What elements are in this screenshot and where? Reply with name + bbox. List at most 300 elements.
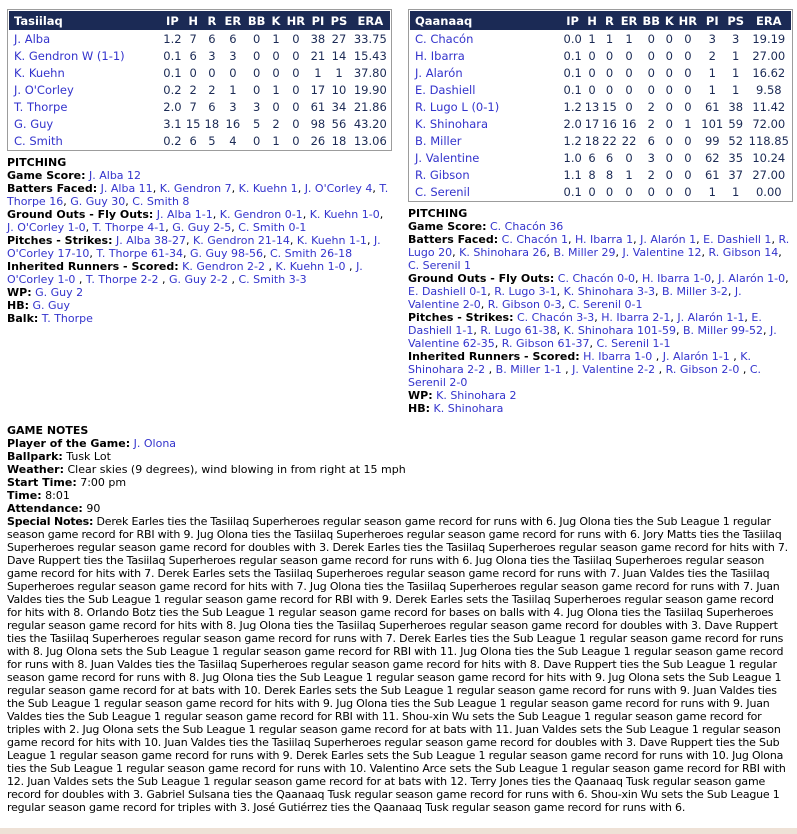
- pitcher-name-cell: [9, 64, 161, 81]
- stat-cell: 1.2: [563, 99, 582, 114]
- stat-cell: 38: [728, 99, 744, 114]
- pitching-stat-link[interactable]: J. Alarón 1-0: [718, 272, 786, 285]
- stat-cell: 0.2: [163, 82, 182, 97]
- stat-cell: 27.00: [752, 48, 786, 63]
- pitching-stat-link[interactable]: C. Smith 0-1: [238, 221, 307, 234]
- pitcher-row: [410, 149, 791, 166]
- stat-cell: 0: [292, 65, 300, 80]
- stat-cell: 0: [684, 133, 692, 148]
- stat-cell: 19.90: [353, 82, 387, 97]
- stat-cell: 37.80: [353, 65, 387, 80]
- pitching-stat-link[interactable]: J. Valentine 12: [622, 246, 702, 259]
- stat-column-header: ERA: [747, 11, 791, 30]
- pitching-line-label: HB:: [408, 402, 430, 415]
- pitching-stat-link[interactable]: B. Miller 99-52: [683, 324, 763, 337]
- pitcher-row: [410, 81, 791, 98]
- pitching-table: [7, 9, 392, 151]
- pitching-stat-link[interactable]: C. Serenil 1-1: [596, 337, 671, 350]
- pitching-stat-link[interactable]: B. Miller 29: [553, 246, 616, 259]
- pitcher-name-cell: [9, 98, 161, 115]
- pitching-stat-link[interactable]: K. Shinohara 2-2: [408, 350, 751, 376]
- stat-cell: 2: [647, 167, 655, 182]
- pitching-stat-link[interactable]: C. Chacón 36: [490, 220, 564, 233]
- pitcher-link[interactable]: C. Smith: [14, 133, 63, 148]
- stat-cell: 6: [208, 31, 216, 46]
- stat-cell: 2: [708, 48, 716, 63]
- stat-cell: 0.1: [563, 184, 582, 199]
- stat-cell: 0: [625, 150, 633, 165]
- game-note-label: Attendance:: [7, 502, 83, 515]
- stat-cell: 22: [602, 133, 617, 148]
- pitcher-link[interactable]: T. Thorpe: [14, 99, 68, 114]
- table-header-row: [9, 11, 390, 30]
- pitching-stat-link[interactable]: K. Kuehn 1-0: [309, 208, 380, 221]
- pitching-stat-link[interactable]: J. O'Corley 1-0: [7, 260, 363, 286]
- pitching-stat-link[interactable]: R. Gibson 14: [708, 246, 779, 259]
- stat-cell: 0: [684, 82, 692, 97]
- stat-cell: 26: [310, 133, 326, 148]
- pitching-stat-link[interactable]: R. Gibson 61-37: [501, 337, 590, 350]
- team-name-header: Tasiilaq: [9, 11, 161, 30]
- stat-cell: 0.1: [563, 65, 582, 80]
- pitching-stat-link[interactable]: J. O'Corley 17-10: [7, 234, 381, 260]
- pitcher-name-cell: [9, 115, 161, 132]
- stat-cell: 56: [331, 116, 347, 131]
- stat-column-header: PI: [309, 11, 328, 30]
- game-notes-title: GAME NOTES: [7, 424, 89, 437]
- stat-cell: 0: [252, 82, 261, 97]
- pitching-stat-link[interactable]: J. Valentine 62-35: [408, 324, 777, 350]
- stat-cell: 0: [684, 167, 692, 182]
- stat-cell: 62: [704, 150, 720, 165]
- stat-cell: 0: [647, 65, 655, 80]
- stat-cell: 7: [189, 31, 197, 46]
- stat-cell: 16.62: [752, 65, 786, 80]
- pitcher-link[interactable]: K. Gendron W (1-1): [14, 48, 125, 63]
- stat-cell: 0: [272, 48, 280, 63]
- pitching-stat-link[interactable]: J. O'Corley 1-0: [7, 221, 86, 234]
- pitcher-name-cell: [410, 30, 562, 47]
- pitching-stat-link[interactable]: K. Shinohara 3-3: [563, 285, 655, 298]
- stat-cell: 0: [292, 99, 300, 114]
- pitching-line: Pitches - Strikes: J. Alba 38-27, K. Gendron 21-14, K. Kuehn 1-1, J. O'Corley 17-10, T. Thorpe 61-34, G. Guy 98-56, C. Smith 26-18: [7, 234, 381, 260]
- stat-cell: 0: [229, 65, 237, 80]
- stat-cell: 33.75: [353, 31, 387, 46]
- stat-cell: 0: [189, 65, 197, 80]
- pitcher-row: [410, 115, 791, 132]
- pitching-line-label: Ground Outs - Fly Outs:: [408, 272, 555, 285]
- pitcher-row: [410, 98, 791, 115]
- pitching-stat-link[interactable]: J. Valentine 2-2: [572, 363, 656, 376]
- pitching-stat-link[interactable]: G. Guy: [32, 299, 71, 312]
- pitcher-name-cell: [9, 30, 161, 47]
- stat-cell: 0: [208, 65, 216, 80]
- game-note-label: Weather:: [7, 463, 64, 476]
- stat-cell: 10: [331, 82, 347, 97]
- stat-cell: 19.19: [752, 31, 786, 46]
- stat-cell: 3: [732, 31, 740, 46]
- stat-cell: 59: [728, 116, 744, 131]
- stat-cell: 6: [229, 31, 237, 46]
- stat-cell: 0: [684, 150, 692, 165]
- stat-cell: 2: [647, 116, 655, 131]
- stat-cell: 0: [588, 184, 596, 199]
- stat-cell: 1: [625, 31, 633, 46]
- pitching-stat-link[interactable]: K. Shinohara 26: [459, 246, 547, 259]
- pitching-stat-link[interactable]: K. Kuehn 1: [238, 182, 298, 195]
- stat-cell: 0: [292, 133, 300, 148]
- pitching-stats-table: [410, 11, 791, 200]
- pitching-stat-link[interactable]: C. Chacón 1: [501, 233, 568, 246]
- pitching-line-label: Ground Outs - Fly Outs:: [7, 208, 154, 221]
- pitcher-row: [9, 98, 390, 115]
- stat-cell: 11.42: [752, 99, 786, 114]
- special-notes: Special Notes: Derek Earles ties the Tasiilaq Superheroes regular season game record for runs with 6. Jug Olona ties the Sub League 1 regular season game record for RBI with 9. Jug Olona ties the Tasiilaq Superheroes regular season game record for runs with 6. Jory Matts ties the Tasiilaq Superheroes regular season game record for doubles with 3. Derek Earles ties the Tasiilaq Superheroes regular season game record for hits with 7. Dave Ruppert ties the Tasiilaq Superheroes regular season game record for runs with 6. Jug Olona ties the Tasiilaq Superheroes regular season game record for hits with 7. Derek Earles sets the Tasiilaq Superheroes regular season game record for runs with 7. Juan Valdes ties the Tasiilaq Superheroes regular season game record for hits with 7. Jug Olona ties the Tasiilaq Superheroes regular season game record for runs with 7. Juan Valdes ties the Sub League 1 regular season game record for RBI with 9. Derek Earles sets the Tasiilaq Superheroes regular season game record for hits with 8. Orlando Botz ties the Sub League 1 regular season game record for bases on balls with 4. Jug Olona ties the Tasiilaq Superheroes regular season game record for hits with 8. Jug Olona ties the Tasiilaq Superheroes regular season game record for doubles with 3. Dave Ruppert ties the Tasiilaq Superheroes regular season game record for runs with 7. Derek Earles ties the Sub League 1 regular season game record for runs with 8. Jug Olona sets the Sub League 1 regular season game record for RBI with 11. Jug Olona ties the Sub League 1 regular season game record for runs with 8. Juan Valdes ties the Tasiilaq Superheroes regular season game record for hits with 8. Dave Ruppert ties the Sub League 1 regular season game record for runs with 8. Jug Olona ties the Sub League 1 regular season game record for hits with 9. Jug Olona sets the Sub League 1 regular season game record for at bats with 10. Derek Earles sets the Sub League 1 regular season game record for runs with 9. Juan Valdes ties the Sub League 1 regular season game record for hits with 9. Jug Olona ties the Sub League 1 regular season game record for runs with 9. Juan Valdes ties the Sub League 1 regular season game record for RBI with 11. Shou-xin Wu sets the Sub League 1 regular season game record for triples with 2. Jug Olona sets the Sub League 1 regular season game record for at bats with 11. Juan Valdes sets the Sub League 1 regular season game record for hits with 10. Juan Valdes ties the Tasiilaq Superheroes regular season game record for doubles with 3. Dave Ruppert ties the Sub League 1 regular season game record for runs with 9. Derek Earles sets the Sub League 1 regular season game record for runs with 10. Jug Olona ties the Sub League 1 regular season game record for runs with 10. Valentino Arce sets the Sub League 1 regular season game record for RBI with 12. Juan Valdes sets the Sub League 1 regular season game record for at bats with 12. Terry Jones ties the Qaanaaq Tusk regular season game record for doubles with 3. Gabriel Sulsana ties the Qaanaaq Tusk regular season game record for runs with 6. Shou-xin Wu sets the Sub League 1 regular season game record for triples with 3. José Gutiérrez ties the Qaanaaq Tusk regular season game record for runs with 6.: [7, 515, 788, 814]
- stat-cell: 0: [292, 82, 300, 97]
- stat-cell: 13.06: [353, 133, 387, 148]
- pitching-stat-link[interactable]: C. Chacón 0-0: [557, 272, 636, 285]
- pitching-stat-link[interactable]: K. Kuehn 1-1: [296, 234, 367, 247]
- pitcher-row: [9, 47, 390, 64]
- pitching-stat-link[interactable]: J. Alarón 1-1: [662, 350, 730, 363]
- stat-column-header: K: [663, 11, 677, 30]
- game-note-label: Start Time:: [7, 476, 77, 489]
- stat-cell: 0: [272, 99, 280, 114]
- pitcher-row: [410, 166, 791, 183]
- stat-cell: 1: [732, 65, 740, 80]
- pitcher-link[interactable]: J. O'Corley: [14, 82, 74, 97]
- pitching-stat-link[interactable]: G. Guy 2-2: [169, 273, 228, 286]
- pitching-stat-link[interactable]: B. Miller 1-1: [495, 363, 562, 376]
- pitching-stat-link[interactable]: J. Alba 1-1: [156, 208, 213, 221]
- stat-column-header: PS: [725, 11, 747, 30]
- pitching-stat-link[interactable]: K. Shinohara: [433, 402, 504, 415]
- pitcher-link[interactable]: B. Miller: [415, 133, 462, 148]
- stat-cell: 0.0: [563, 31, 582, 46]
- stat-cell: 1: [625, 167, 633, 182]
- stat-cell: 15: [185, 116, 201, 131]
- pitcher-link[interactable]: G. Guy: [14, 116, 54, 131]
- pitcher-row: [9, 132, 390, 149]
- pitching-stat-link[interactable]: H. Ibarra 2-1: [601, 311, 671, 324]
- pitching-line: [7, 312, 392, 325]
- pitching-stat-link[interactable]: J. Alarón 1: [640, 233, 697, 246]
- pitching-line-label: WP:: [408, 389, 433, 402]
- pitching-line-label: Game Score:: [408, 220, 487, 233]
- pitching-stat-link[interactable]: R. Lugo 61-38: [480, 324, 557, 337]
- stat-cell: 0: [272, 65, 280, 80]
- pitcher-name-cell: [410, 132, 562, 149]
- stat-cell: 8: [605, 167, 614, 182]
- stat-cell: 0.1: [163, 48, 182, 63]
- team-column: [7, 9, 392, 325]
- table-header-row: [410, 11, 791, 30]
- pitching-stat-link[interactable]: G. Guy 2-5: [172, 221, 232, 234]
- pitching-stat-link[interactable]: K. Gendron 21-14: [193, 234, 290, 247]
- game-note-line: Time: 8:01: [7, 489, 70, 502]
- pitching-line-label: Balk:: [7, 312, 39, 325]
- stat-cell: 0: [252, 65, 261, 80]
- pitcher-name-cell: [410, 115, 562, 132]
- pitcher-row: [410, 183, 791, 200]
- stat-cell: 3: [229, 99, 237, 114]
- stat-cell: 0: [252, 48, 261, 63]
- stat-cell: 7: [189, 99, 197, 114]
- stat-cell: 4: [229, 133, 237, 148]
- stat-cell: 1.2: [163, 31, 182, 46]
- pitching-line: [7, 169, 392, 182]
- stat-cell: 0: [665, 167, 673, 182]
- stat-cell: 16: [621, 116, 637, 131]
- pitcher-link[interactable]: E. Dashiell: [415, 82, 476, 97]
- pitching-stat-link[interactable]: H. Ibarra 1: [574, 233, 634, 246]
- stat-cell: 6: [605, 150, 614, 165]
- pitching-stat-link[interactable]: H. Ibarra 1-0: [642, 272, 712, 285]
- stat-cell: 0: [665, 150, 673, 165]
- stat-cell: 0: [665, 99, 673, 114]
- stat-cell: 18: [331, 133, 347, 148]
- stat-cell: 43.20: [353, 116, 387, 131]
- stat-cell: 0: [588, 82, 596, 97]
- stat-cell: 17: [310, 82, 326, 97]
- stat-cell: 101: [701, 116, 724, 131]
- stat-column-header: BB: [245, 11, 269, 30]
- pitching-table: [408, 9, 793, 202]
- stat-cell: 0: [647, 184, 655, 199]
- stat-cell: 0.00: [755, 184, 782, 199]
- stat-cell: 0: [625, 99, 633, 114]
- pitching-stat-link[interactable]: K. Kuehn 1-0: [275, 260, 346, 273]
- stat-cell: 6: [189, 133, 197, 148]
- pitcher-link[interactable]: J. Alba: [14, 31, 51, 46]
- pitcher-name-cell: [9, 81, 161, 98]
- pitching-stat-link[interactable]: J. Alba 12: [89, 169, 142, 182]
- pitching-line: [408, 389, 793, 402]
- game-note-line: [7, 437, 791, 450]
- stat-cell: 0: [665, 65, 673, 80]
- stat-cell: 3.1: [163, 116, 182, 131]
- pitcher-row: [9, 64, 390, 81]
- game-note-label: Time:: [7, 489, 42, 502]
- stat-cell: 0: [684, 48, 692, 63]
- pitching-stat-link[interactable]: C. Smith 26-18: [269, 247, 353, 260]
- pitching-section: [408, 207, 793, 415]
- pitching-stat-link[interactable]: J. Valentine 2-0: [408, 285, 742, 311]
- stat-cell: 2: [208, 82, 216, 97]
- game-notes-section: [0, 424, 797, 814]
- stat-cell: 0.1: [563, 82, 582, 97]
- stat-cell: 1.1: [563, 167, 582, 182]
- pitching-stat-link[interactable]: J. Alba 38-27: [115, 234, 186, 247]
- pitching-stat-link[interactable]: B. Miller 3-2: [661, 285, 728, 298]
- player-of-game-link[interactable]: J. Olona: [133, 437, 177, 450]
- stat-cell: 3: [252, 99, 261, 114]
- pitcher-link[interactable]: J. Alarón: [415, 65, 463, 80]
- stat-cell: 1: [732, 184, 740, 199]
- pitching-stat-link[interactable]: C. Chacón 3-3: [516, 311, 595, 324]
- pitching-stat-link[interactable]: K. Gendron 7: [159, 182, 232, 195]
- pitcher-link[interactable]: K. Shinohara: [415, 116, 489, 131]
- stat-cell: 1: [708, 65, 716, 80]
- stat-cell: 1: [732, 48, 740, 63]
- stat-cell: 1: [605, 31, 614, 46]
- game-note-label: Ballpark:: [7, 450, 63, 463]
- stat-cell: 2.0: [563, 116, 582, 131]
- pitching-stat-link[interactable]: C. Serenil 1: [408, 259, 472, 272]
- pitching-stat-link[interactable]: K. Gendron 0-1: [219, 208, 303, 221]
- pitching-stat-link[interactable]: K. Shinohara 101-59: [563, 324, 676, 337]
- pitching-line: Inherited Runners - Scored: K. Gendron 2-2 , K. Kuehn 1-0 , J. O'Corley 1-0 , T. Thorpe 2-2 , G. Guy 2-2 , C. Smith 3-3: [7, 260, 363, 286]
- stat-cell: 3: [708, 31, 716, 46]
- stat-cell: 0: [292, 116, 300, 131]
- stat-cell: 0: [665, 31, 673, 46]
- stat-cell: 6: [647, 133, 655, 148]
- pitcher-link[interactable]: H. Ibarra: [415, 48, 465, 63]
- stat-cell: 0: [665, 82, 673, 97]
- next-section-strip: [0, 828, 797, 834]
- stat-cell: 0: [625, 65, 633, 80]
- pitching-stat-link[interactable]: R. Gibson 0-3: [487, 298, 562, 311]
- stat-cell: 21.86: [353, 99, 387, 114]
- stat-cell: 61: [310, 99, 326, 114]
- pitcher-row: [9, 30, 390, 47]
- stat-cell: 61: [704, 99, 720, 114]
- pitching-line: [7, 299, 392, 312]
- stat-cell: 0: [625, 82, 633, 97]
- stat-column-header: H: [583, 11, 600, 30]
- stat-cell: 0: [684, 31, 692, 46]
- pitching-line-label: Inherited Runners - Scored:: [408, 350, 580, 363]
- pitching-stat-link[interactable]: G. Guy 2: [35, 286, 84, 299]
- pitcher-name-cell: [410, 166, 562, 183]
- pitcher-row: [9, 115, 390, 132]
- stat-column-header: H: [184, 11, 203, 30]
- stat-column-header: K: [269, 11, 284, 30]
- stat-column-header: PS: [327, 11, 350, 30]
- pitching-stat-link[interactable]: J. Alba 11: [100, 182, 153, 195]
- stat-cell: 38: [310, 31, 326, 46]
- pitcher-link[interactable]: R. Lugo L (0-1): [415, 99, 500, 114]
- stat-cell: 27: [331, 31, 347, 46]
- stat-cell: 18: [204, 116, 220, 131]
- pitching-line-label: Pitches - Strikes:: [408, 311, 514, 324]
- stat-cell: 1.0: [563, 150, 582, 165]
- stat-column-header: PI: [700, 11, 725, 30]
- stat-cell: 6: [189, 48, 197, 63]
- pitching-stat-link[interactable]: T. Thorpe 4-1: [92, 221, 166, 234]
- stat-cell: 99: [704, 133, 720, 148]
- stat-cell: 3: [647, 150, 655, 165]
- pitching-line: [7, 286, 392, 299]
- pitching-stat-link[interactable]: C. Serenil 0-1: [568, 298, 643, 311]
- pitching-line: [408, 220, 793, 233]
- pitching-stat-link[interactable]: H. Ibarra 1-0: [583, 350, 653, 363]
- pitching-stat-link[interactable]: C. Smith 3-3: [238, 273, 307, 286]
- stat-cell: 0: [684, 184, 692, 199]
- pitching-line-label: Pitches - Strikes:: [7, 234, 113, 247]
- pitcher-name-cell: [9, 47, 161, 64]
- pitching-stat-link[interactable]: E. Dashiell 1-1: [408, 311, 762, 337]
- stat-cell: 2: [189, 82, 197, 97]
- stat-cell: 0: [605, 65, 614, 80]
- stat-cell: 16: [602, 116, 617, 131]
- stat-cell: 1: [335, 65, 343, 80]
- pitcher-name-cell: [410, 98, 562, 115]
- stat-cell: 10.24: [752, 150, 786, 165]
- pitching-line-label: Game Score:: [7, 169, 86, 182]
- pitching-stat-link[interactable]: T. Thorpe 16: [7, 182, 389, 208]
- pitching-line-label: HB:: [7, 299, 29, 312]
- stat-cell: 0: [605, 48, 614, 63]
- stat-column-header: R: [601, 11, 618, 30]
- stat-column-header: ER: [221, 11, 244, 30]
- pitching-stat-link[interactable]: R. Gibson 2-0: [665, 363, 740, 376]
- pitching-stat-link[interactable]: C. Serenil 2-0: [408, 363, 762, 389]
- stat-cell: 0: [605, 184, 614, 199]
- stat-cell: 1: [732, 82, 740, 97]
- stat-cell: 5: [252, 116, 261, 131]
- pitcher-name-cell: [410, 149, 562, 166]
- pitching-stat-link[interactable]: J. O'Corley 4: [304, 182, 373, 195]
- team-column: [408, 9, 793, 415]
- pitching-stat-link[interactable]: J. Alarón 1-1: [677, 311, 745, 324]
- stat-cell: 0: [684, 99, 692, 114]
- pitcher-link[interactable]: R. Gibson: [415, 167, 470, 182]
- pitching-stat-link[interactable]: E. Dashiell 0-1: [408, 285, 488, 298]
- pitching-stat-link[interactable]: E. Dashiell 1: [703, 233, 772, 246]
- stat-cell: 2.0: [163, 99, 182, 114]
- stat-cell: 22: [621, 133, 637, 148]
- stat-cell: 0: [292, 48, 300, 63]
- stat-cell: 34: [331, 99, 347, 114]
- stat-column-header: HR: [676, 11, 700, 30]
- pitching-stat-link[interactable]: T. Thorpe 61-34: [96, 247, 183, 260]
- stat-cell: 0: [605, 82, 614, 97]
- stat-cell: 0: [647, 48, 655, 63]
- stat-cell: 1: [314, 65, 322, 80]
- pitching-stat-link[interactable]: K. Gendron 2-2: [182, 260, 266, 273]
- pitching-stat-link[interactable]: T. Thorpe: [41, 312, 93, 325]
- stat-cell: 37: [728, 167, 744, 182]
- pitcher-name-cell: [410, 64, 562, 81]
- stat-cell: 9.58: [755, 82, 782, 97]
- stat-cell: 1: [229, 82, 237, 97]
- stat-cell: 2: [647, 99, 655, 114]
- pitching-stat-link[interactable]: T. Thorpe 2-2: [85, 273, 159, 286]
- pitcher-link[interactable]: C. Serenil: [415, 184, 470, 199]
- stat-cell: 0: [292, 31, 300, 46]
- pitching-stat-link[interactable]: C. Smith 8: [132, 195, 190, 208]
- pitcher-link[interactable]: J. Valentine: [415, 150, 480, 165]
- stat-column-header: BB: [640, 11, 663, 30]
- pitching-stat-link[interactable]: G. Guy 98-56: [189, 247, 263, 260]
- stat-cell: 17: [584, 116, 600, 131]
- pitcher-link[interactable]: K. Kuehn: [14, 65, 65, 80]
- stat-cell: 0: [647, 31, 655, 46]
- stat-cell: 98: [310, 116, 326, 131]
- pitching-stat-link[interactable]: R. Lugo 20: [408, 233, 790, 259]
- stat-cell: 13: [584, 99, 600, 114]
- stat-cell: 0.1: [563, 48, 582, 63]
- stat-cell: 21: [310, 48, 326, 63]
- pitching-line: Ground Outs - Fly Outs: C. Chacón 0-0, H. Ibarra 1-0, J. Alarón 1-0, E. Dashiell 0-1, R. Lugo 3-1, K. Shinohara 3-3, B. Miller 3-2, J. Valentine 2-0, R. Gibson 0-3, C. Serenil 0-1: [408, 272, 789, 311]
- stat-cell: 1: [684, 116, 692, 131]
- stat-cell: 0: [665, 48, 673, 63]
- pitching-stat-link[interactable]: K. Shinohara 2: [436, 389, 517, 402]
- pitching-stat-link[interactable]: G. Guy 30: [70, 195, 126, 208]
- pitcher-link[interactable]: C. Chacón: [415, 31, 474, 46]
- pitching-stat-link[interactable]: R. Lugo 3-1: [494, 285, 557, 298]
